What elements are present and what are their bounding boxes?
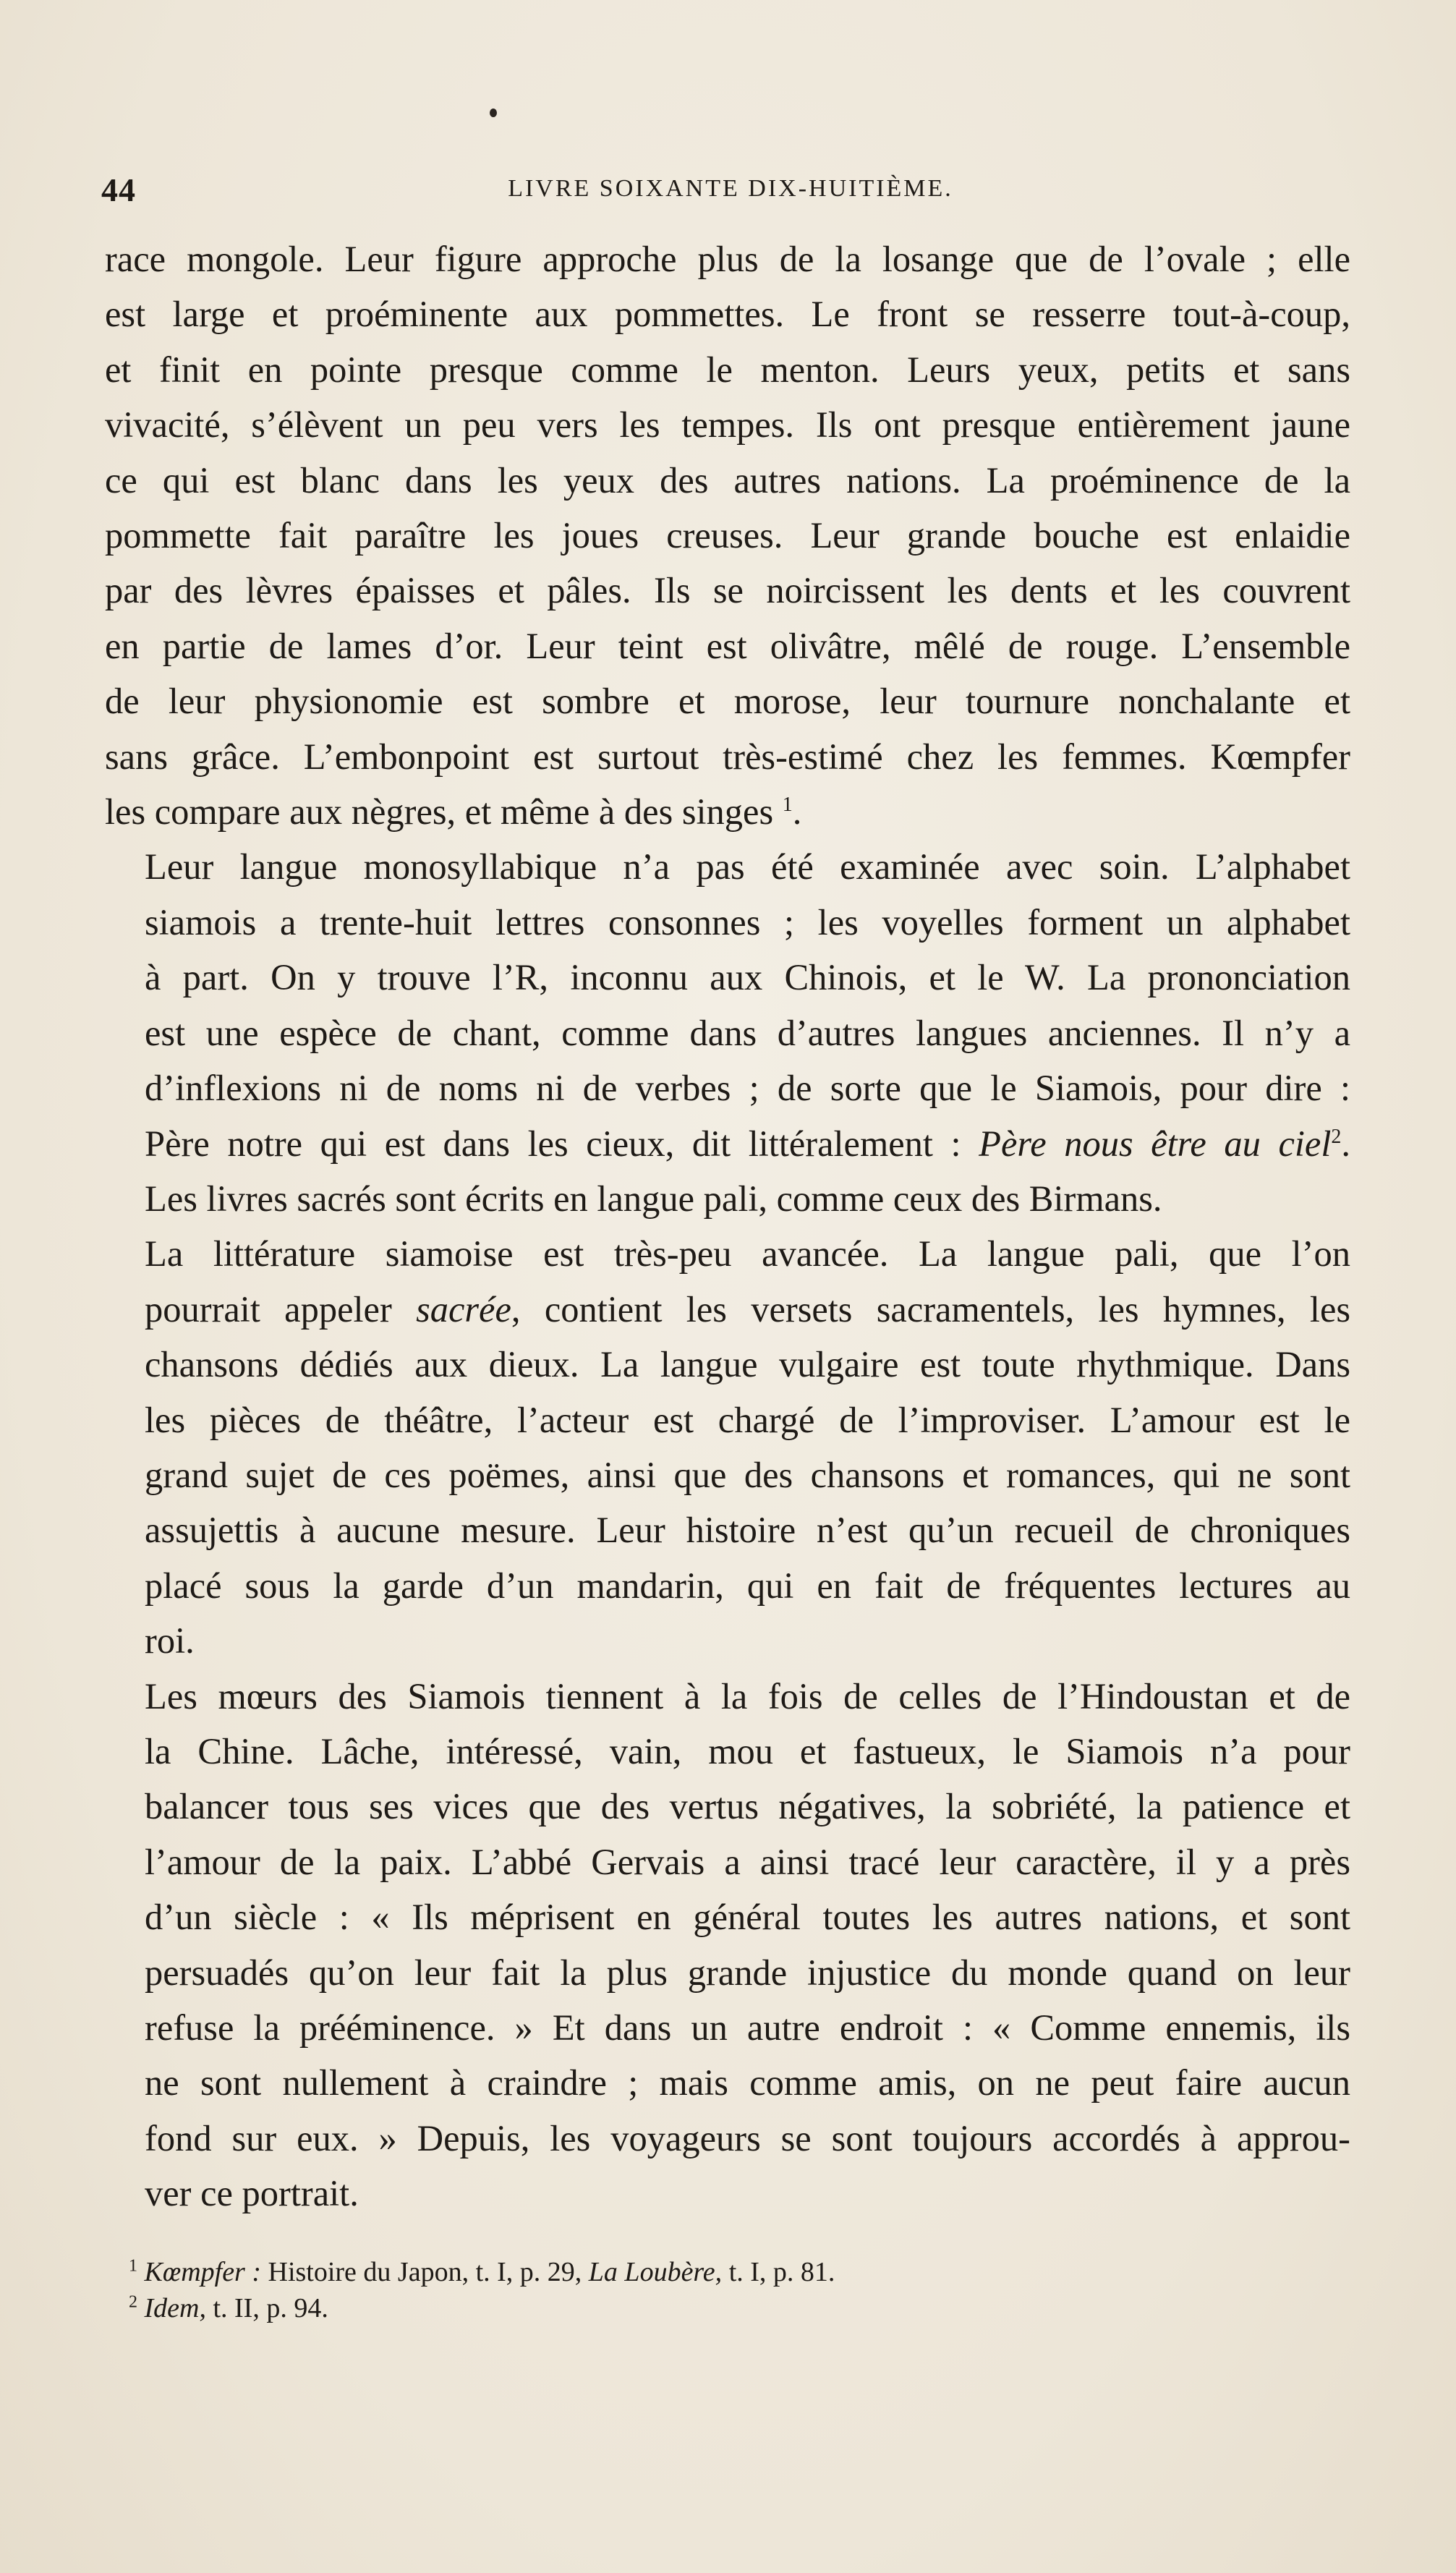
text-line: en partie de lames d’or. Leur teint est olivâtre, mêlé de rouge. L’ensemble: [105, 625, 1350, 666]
footnote-text: Histoire du Japon, t. I, p. 29,: [261, 2257, 589, 2287]
text-line-with-italic: Père notre qui est dans les cieux, dit littéralement : Père nous être au ciel$^2$.: [145, 1123, 1351, 1164]
text-line: siamois a trente-huit lettres consonnes ; les voyelles forment un alphabet: [145, 901, 1350, 943]
text-line: de leur physionomie est sombre et morose, leur tournure nonchalante et: [105, 681, 1350, 722]
body-text: [105, 231, 1350, 2221]
text-line: refuse la prééminence. » Et dans un autre endroit : « Comme ennemis, ils: [145, 2007, 1350, 2048]
text-line: à part. On y trouve l’R, inconnu aux Chinois, et le W. La prononciation: [145, 957, 1350, 998]
text-line: par des lèvres épaisses et pâles. Ils se noircissent les dents et les couvrent: [105, 570, 1350, 611]
footnote-text: t. I, p. 81.: [722, 2257, 835, 2287]
text-line: chansons dédiés aux dieux. La langue vulgaire est toute rhythmique. Dans: [145, 1344, 1350, 1385]
text-line: grand sujet de ces poëmes, ainsi que des chansons et romances, qui ne sont: [145, 1454, 1350, 1495]
footnote-ref-2: 2: [1331, 1125, 1342, 1148]
footnote-2: [129, 2290, 1322, 2326]
page-number: 44: [101, 171, 136, 208]
text-line: ce qui est blanc dans les yeux des autres nations. La proéminence de la: [105, 459, 1350, 501]
text-line: Les mœurs des Siamois tiennent à la fois de celles de l’Hindoustan et de: [145, 1675, 1350, 1717]
paragraph-4: [105, 1669, 1350, 2221]
text-line: la Chine. Lâche, intéressé, vain, mou et fastueux, le Siamois n’a pour: [145, 1730, 1350, 1772]
footnote-author: La Loubère,: [588, 2257, 723, 2287]
footnotes: [129, 2254, 1322, 2326]
text-line: est large et proéminente aux pommettes. Le front se resserre tout-à-coup,: [105, 294, 1350, 335]
text-line: l’amour de la paix. L’abbé Gervais a ainsi tracé leur caractère, il y a près: [145, 1841, 1350, 1882]
text-line: fond sur eux. » Depuis, les voyageurs se sont toujours accordés à approu-: [145, 2117, 1350, 2159]
text-line: ver ce portrait.: [145, 2173, 359, 2214]
text-line: vivacité, s’élèvent un peu vers les tempes. Ils ont presque entièrement jaune: [105, 404, 1350, 446]
footnote-author: Idem,: [144, 2293, 206, 2323]
footnote-1: [129, 2254, 1322, 2290]
text-line: pommette fait paraître les joues creuses. Leur grande bouche est enlaidie: [105, 515, 1350, 556]
text-line: est une espèce de chant, comme dans d’autres langues anciennes. Il n’y a: [145, 1012, 1350, 1053]
text-line: placé sous la garde d’un mandarin, qui en fait de fréquentes lectures au: [145, 1565, 1350, 1606]
footnote-text: t. II, p. 94.: [205, 2293, 328, 2323]
page-header: [101, 171, 1360, 214]
text-line: et finit en pointe presque comme le menton. Leurs yeux, petits et sans: [105, 349, 1350, 390]
footnote-ref-1: 1: [782, 794, 793, 817]
text-line-with-italic: [105, 1282, 1350, 1337]
footnote-number: 2: [129, 2292, 137, 2312]
text-line: balancer tous ses vices que des vertus négatives, la sobriété, la patience et: [145, 1786, 1350, 1827]
text-fragment: Père notre qui est dans les cieux, dit littéralement :: [145, 1123, 961, 1164]
text-line-with-note: les compare aux nègres, et même à des singes $^1$.: [105, 791, 802, 833]
ink-dot: [490, 109, 497, 117]
text-line: les pièces de théâtre, l’acteur est chargé de l’improviser. L’amour est le: [145, 1399, 1350, 1440]
text-line: Leur langue monosyllabique n’a pas été examinée avec soin. L’alphabet: [145, 846, 1350, 888]
text-line: roi.: [145, 1620, 195, 1662]
text-line: assujettis à aucune mesure. Leur histoire n’est qu’un recueil de chroniques: [145, 1510, 1350, 1551]
italic-phrase: Père nous être au ciel: [979, 1123, 1332, 1164]
paragraph-2: [105, 839, 1350, 1226]
footnote-number: 1: [129, 2256, 137, 2276]
running-title: LIVRE SOIXANTE DIX-HUITIÈME.: [508, 175, 953, 202]
text-line: d’inflexions ni de noms ni de verbes ; de sorte que le Siamois, pour dire :: [145, 1068, 1350, 1109]
text-line: La littérature siamoise est très-peu avancée. La langue pali, que l’on: [145, 1233, 1350, 1275]
text-line: ne sont nullement à craindre ; mais comme amis, on ne peut faire aucun: [145, 2062, 1350, 2104]
footnote-author: Kœmpfer :: [144, 2257, 261, 2287]
paragraph-1: [105, 231, 1350, 839]
text-line: d’un siècle : « Ils méprisent en général toutes les autres nations, et sont: [145, 1897, 1350, 1938]
text-line: Les livres sacrés sont écrits en langue pali, comme ceux des Birmans.: [145, 1178, 1162, 1219]
text-fragment: , contient les versets sacramentels, les hymnes, les: [511, 1288, 1351, 1330]
text-line: sans grâce. L’embonpoint est surtout très-estimé chez les femmes. Kœmpfer: [105, 736, 1350, 777]
paragraph-3: [105, 1226, 1350, 1668]
text-fragment: pourrait appeler: [145, 1288, 392, 1330]
text-line: race mongole. Leur figure approche plus de la losange que de l’ovale ; elle: [105, 239, 1350, 279]
italic-word: sacrée: [416, 1288, 511, 1330]
text-fragment: les compare aux nègres, et même à des singes: [105, 791, 774, 833]
text-line: persuadés qu’on leur fait la plus grande injustice du monde quand on leur: [145, 1952, 1350, 1993]
